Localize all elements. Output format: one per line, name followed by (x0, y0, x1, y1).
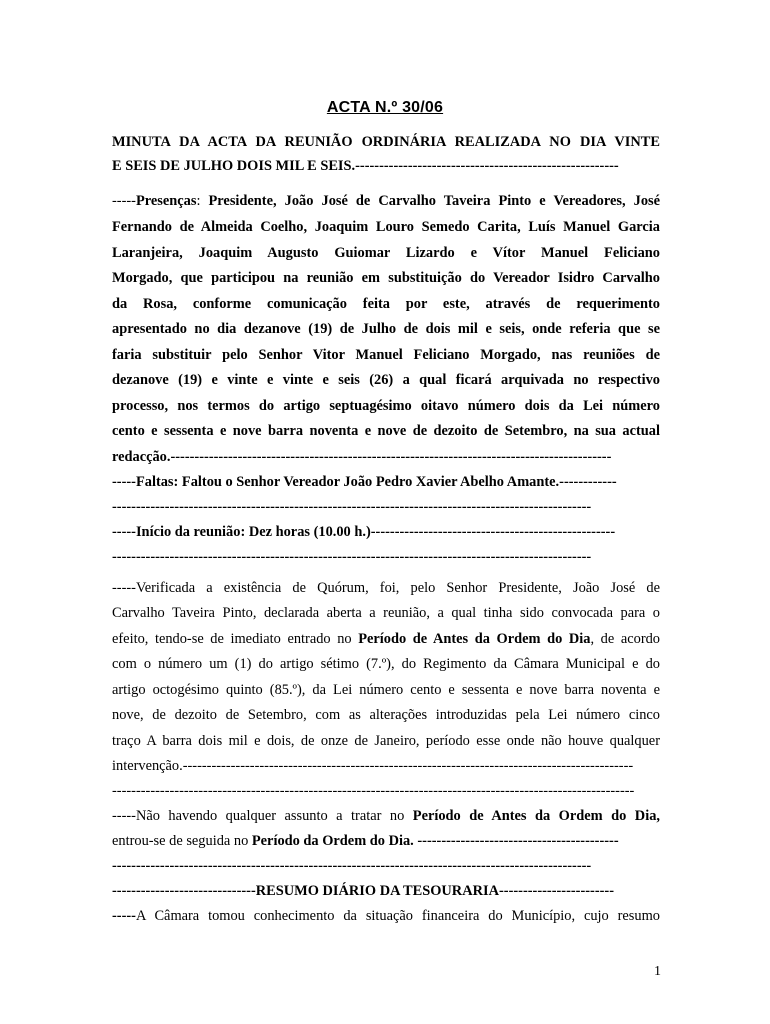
verificada-line-last: intervenção.---------------------------------------------------------------------------------------------- (112, 758, 634, 774)
verificada-line: com o número um (1) do artigo sétimo (7.º), do Regimento da Câmara Municipal e do (112, 656, 660, 672)
text-run: ----- (112, 908, 136, 924)
verificada-line: -----Verificada a existência de Quórum, foi, pelo Senhor Presidente, João José de (112, 580, 660, 596)
resumo-heading: ------------------------------RESUMO DIÁRIO DA TESOURARIA------------------------ (112, 883, 614, 899)
presencas-line-last: redacção.-------------------------------------------------------------------------------------------- (112, 449, 612, 465)
verificada-line: artigo octogésimo quinto (85.º), da Lei número cento e sessenta e nove barra noventa e (112, 682, 660, 698)
presencas-line: Fernando de Almeida Coelho, Joaquim Louro Semedo Carita, Luís Manuel Garcia (112, 219, 660, 235)
text-run: , de acordo (590, 631, 660, 647)
nao-havendo-line-2 (112, 831, 660, 851)
faltas-line: -----Faltas: Faltou o Senhor Vereador João Pedro Xavier Abelho Amante.------------ (112, 474, 617, 490)
nao-havendo-line-1 (112, 806, 660, 826)
page-number: 1 (654, 964, 661, 979)
document-title: ACTA N.º 30/06 (326, 99, 444, 116)
presencas-prefix: ----- (112, 193, 136, 209)
verificada-line: nove, de dezoito de Setembro, com as alterações introduzidas pela Lei número cinco (112, 707, 660, 723)
separator-dashes: ------------------------------------------------------------------------------------------------------------- (112, 783, 635, 799)
text-run: entrou-se de seguida no (112, 833, 252, 849)
inicio-line: -----Início da reunião: Dez horas (10.00 h.)--------------------------------------------------- (112, 524, 616, 540)
verificada-line: traço A barra dois mil e dois, de onze de Janeiro, período esse onde não houve qualquer (112, 733, 660, 749)
periodo-antes-ordem-dia: Período de Antes da Ordem do Dia, (412, 808, 660, 824)
presencas-line: cento e sessenta e nove barra noventa e nove de dezoito de Setembro, na sua actual (112, 423, 660, 439)
periodo-antes-ordem-dia: Período de Antes da Ordem do Dia (358, 631, 591, 647)
periodo-ordem-dia: Período da Ordem do Dia. ------------------------------------------ (251, 833, 619, 849)
separator-dashes: ---------------------------------------------------------------------------------------------------- (112, 499, 592, 515)
presencas-colon: : (196, 193, 201, 209)
presencas-line: apresentado no dia dezanove (19) de Julho de dois mil e seis, onde referia que se (112, 321, 660, 337)
verificada-line (112, 629, 660, 649)
presencas-line: Laranjeira, Joaquim Augusto Guiomar Lizardo e Vítor Manuel Feliciano (112, 245, 660, 261)
presencas-line: dezanove (19) e vinte e vinte e seis (26) a qual ficará arquivada no respectivo (112, 372, 660, 388)
presencas-label: Presenças (135, 193, 197, 209)
presencas-line: Morgado, que participou na reunião em substituição do Vereador Isidro Carvalho (112, 270, 660, 286)
text-run: -----Não havendo qualquer assunto a tratar no (112, 808, 413, 824)
presencas-text: Presidente, João José de Carvalho Taveira Pinto e Vereadores, José (200, 193, 660, 209)
heading-line-2: E SEIS DE JULHO DOIS MIL E SEIS.------------------------------------------------------- (112, 158, 619, 174)
presencas-line-1 (112, 191, 660, 211)
text-run: A Câmara tomou conhecimento da situação financeira do Município, cujo resumo (135, 908, 660, 924)
text-run: efeito, tendo-se de imediato entrado no (112, 631, 359, 647)
presencas-line: faria substituir pelo Senhor Vitor Manuel Feliciano Morgado, nas reuniões de (112, 347, 660, 363)
presencas-line: processo, nos termos do artigo septuagésimo oitavo número dois da Lei número (112, 398, 660, 414)
verificada-line: Carvalho Taveira Pinto, declarada aberta a reunião, a qual tinha sido convocada para o (112, 605, 660, 621)
presencas-line: da Rosa, conforme comunicação feita por este, através de requerimento (112, 296, 660, 312)
heading-line-1: MINUTA DA ACTA DA REUNIÃO ORDINÁRIA REALIZADA NO DIA VINTE (112, 134, 660, 150)
resumo-line (112, 906, 660, 926)
separator-dashes: ---------------------------------------------------------------------------------------------------- (112, 549, 592, 565)
separator-dashes: ---------------------------------------------------------------------------------------------------- (112, 858, 592, 874)
